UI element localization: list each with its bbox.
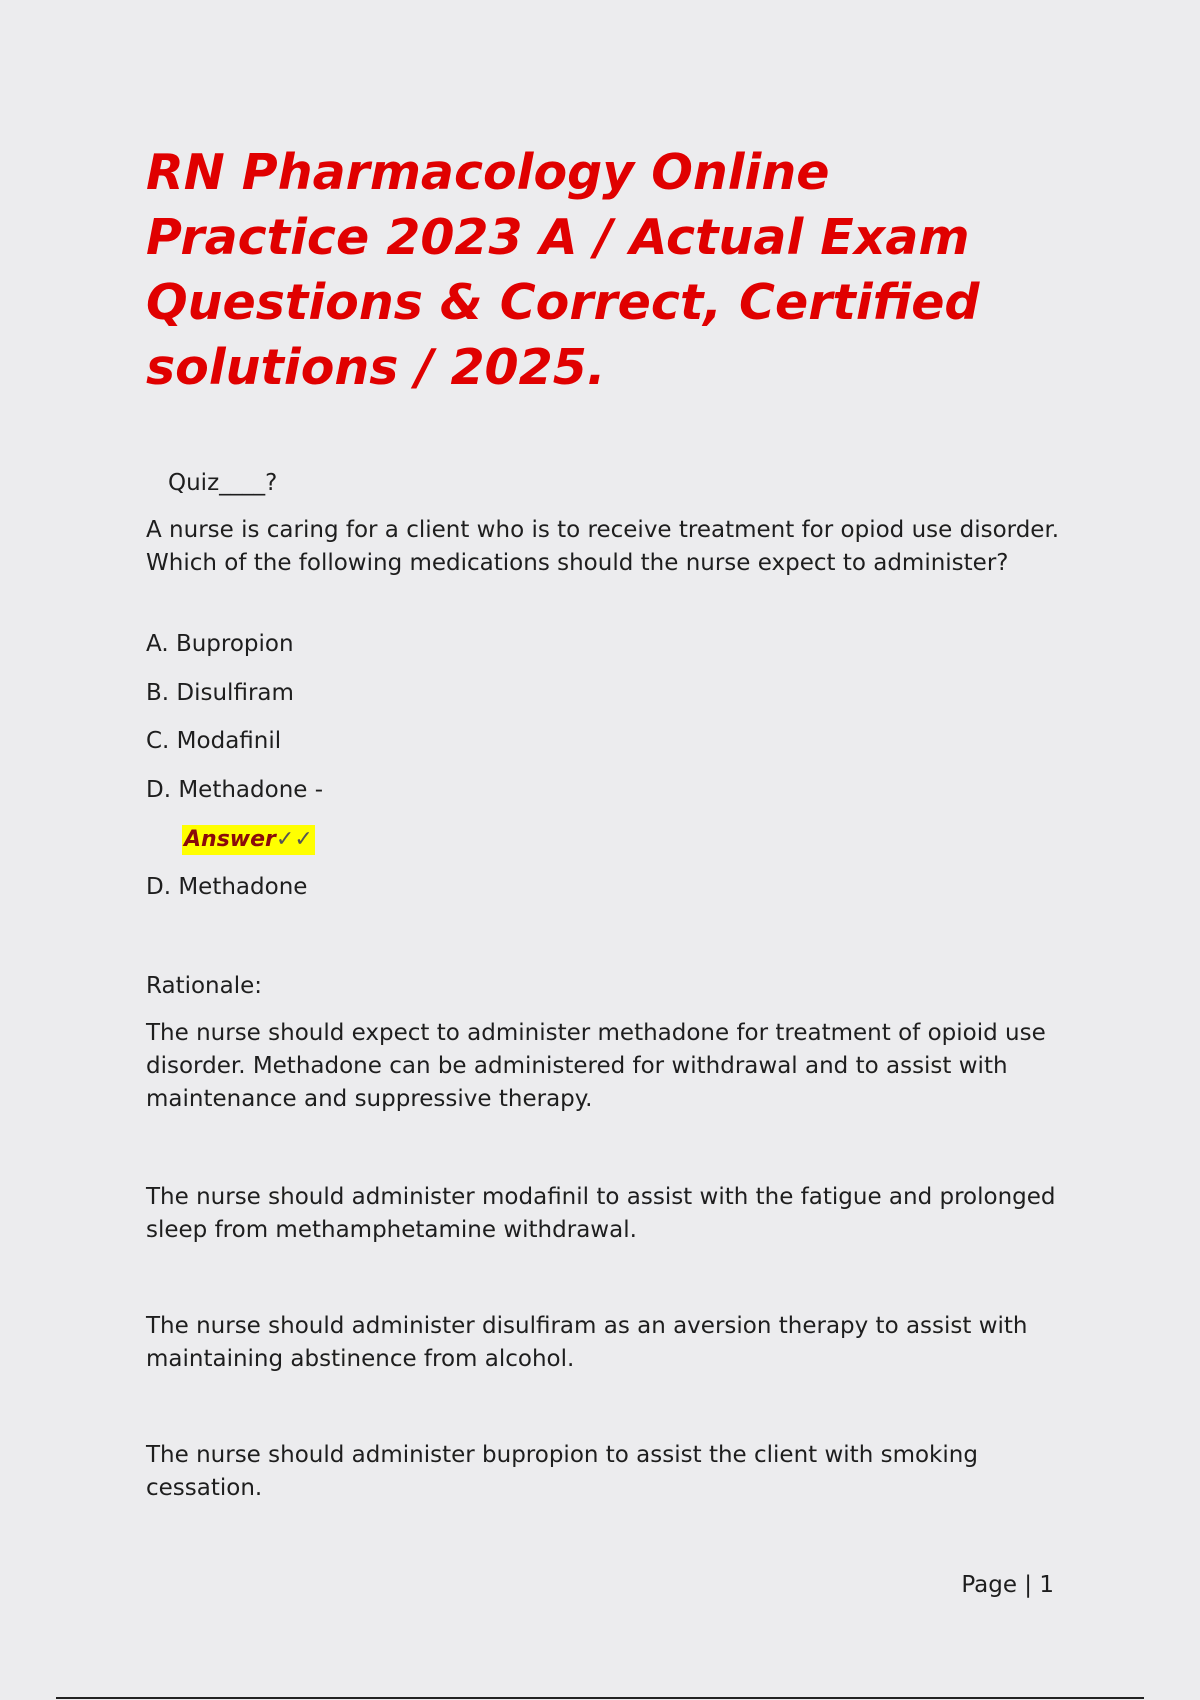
answer-highlight [182,825,315,855]
answer-label: Answer [184,827,276,852]
rationale-paragraph: The nurse should expect to administer methadone for treatment of opioid use disorder. Methadone can be administered for withdrawal and to assist with maintenance and suppressive therapy. [146,1020,1046,1112]
page-number: Page | 1 [961,1572,1054,1598]
option-a: A. Bupropion [146,631,294,657]
check-icon: ✓✓ [275,827,313,852]
option-d: D. Methadone - [146,777,324,803]
option-b: B. Disulfiram [146,680,294,706]
question-text: A nurse is caring for a client who is to receive treatment for opiod use disorder. Which of the following medications should the nurse expect to administer? [146,517,1060,576]
rationale-paragraph: The nurse should administer bupropion to assist the client with smoking cessation. [146,1442,978,1501]
rationale-paragraph: The nurse should administer modafinil to assist with the fatigue and prolonged sleep from methamphetamine withdrawal. [146,1184,1056,1243]
option-c: C. Modafinil [146,728,282,754]
quiz-label: Quiz____? [168,470,278,496]
correct-answer: D. Methadone [146,874,308,900]
rationale-paragraph: The nurse should administer disulfiram as an aversion therapy to assist with maintaining abstinence from alcohol. [146,1313,1028,1372]
document-title: RN Pharmacology Online Practice 2023 A / Actual Exam Questions & Correct, Certified solutions / 2025. [146,144,980,396]
footer-divider [56,1697,1144,1699]
rationale-label: Rationale: [146,973,263,999]
